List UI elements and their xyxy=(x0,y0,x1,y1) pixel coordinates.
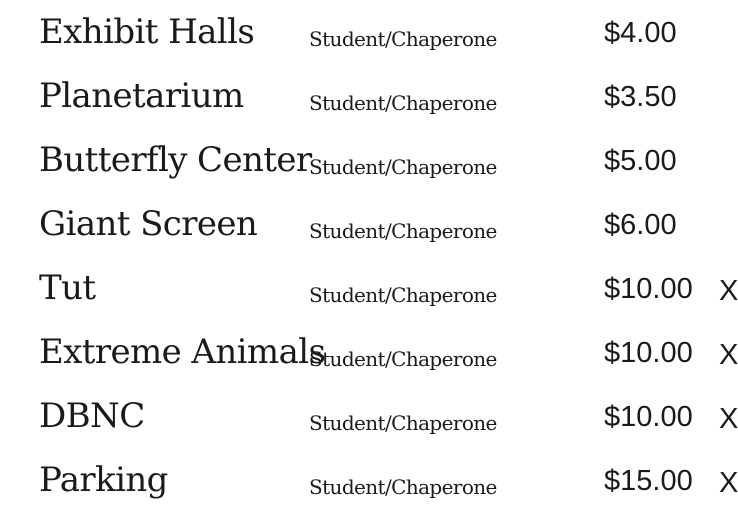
ticket-type: Student/Chaperone xyxy=(309,411,497,435)
cut-off-mark: X xyxy=(719,403,738,435)
cut-off-mark: X xyxy=(719,275,738,307)
ticket-type: Student/Chaperone xyxy=(309,283,497,307)
price-row xyxy=(0,328,738,392)
price-row xyxy=(0,136,726,200)
venue-name: DBNC xyxy=(39,396,145,436)
cut-off-mark: X xyxy=(719,339,738,371)
ticket-type: Student/Chaperone xyxy=(309,219,497,243)
venue-name: Tut xyxy=(39,268,96,308)
ticket-type: Student/Chaperone xyxy=(309,91,497,115)
venue-name: Extreme Animals xyxy=(39,332,326,372)
venue-name: Planetarium xyxy=(39,76,244,116)
ticket-type: Student/Chaperone xyxy=(309,475,497,499)
venue-name: Parking xyxy=(39,460,168,500)
price-row xyxy=(0,264,738,328)
venue-name: Butterfly Center xyxy=(39,140,312,180)
ticket-price: $10.00 xyxy=(604,273,693,305)
ticket-type: Student/Chaperone xyxy=(309,155,497,179)
ticket-price: $10.00 xyxy=(604,337,693,369)
price-row xyxy=(0,392,738,456)
price-row xyxy=(0,72,726,136)
price-row xyxy=(0,200,726,264)
venue-name: Giant Screen xyxy=(39,204,258,244)
ticket-price: $6.00 xyxy=(604,209,677,241)
cut-off-mark: X xyxy=(719,467,738,499)
ticket-type: Student/Chaperone xyxy=(309,27,497,51)
ticket-price: $4.00 xyxy=(604,17,677,49)
ticket-type: Student/Chaperone xyxy=(309,347,497,371)
ticket-price: $3.50 xyxy=(604,81,677,113)
ticket-price: $5.00 xyxy=(604,145,677,177)
ticket-price: $15.00 xyxy=(604,465,693,497)
venue-name: Exhibit Halls xyxy=(39,12,255,52)
price-row xyxy=(0,8,726,72)
ticket-price: $10.00 xyxy=(604,401,693,433)
price-row xyxy=(0,456,738,520)
